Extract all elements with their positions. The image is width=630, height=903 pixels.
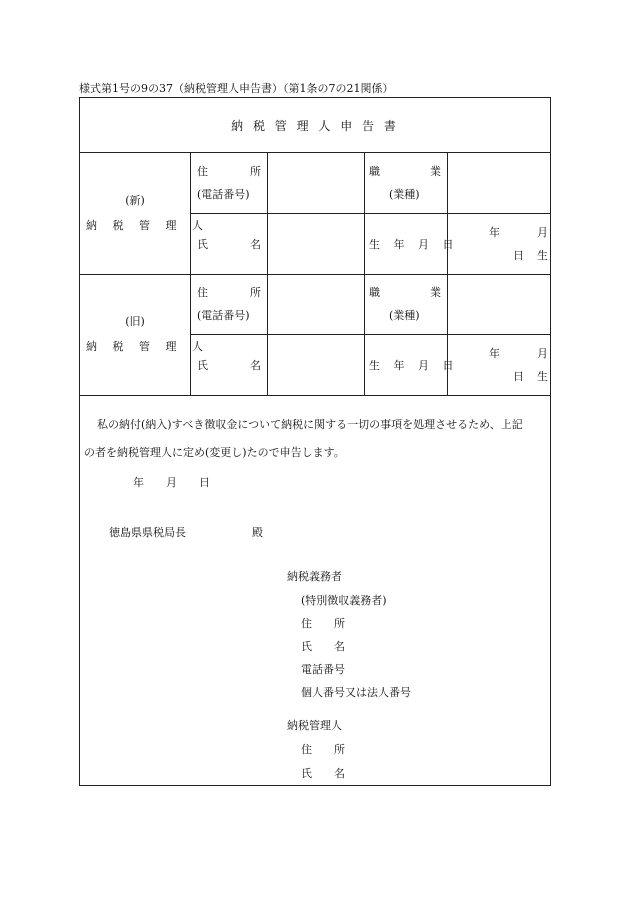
field-column-divider-2: [364, 152, 365, 395]
taxpayer-name-label: 氏 名: [301, 640, 345, 653]
old-occupation-input[interactable]: [448, 276, 548, 333]
new-year-mark: 年: [489, 226, 500, 239]
new-birthdate-label: 生 年 月 日: [369, 238, 459, 251]
old-phone-label: (電話番号): [197, 309, 250, 322]
form-title: 納 税 管 理 人 申 告 書: [231, 119, 399, 133]
old-birthdate-label: 生 年 月 日: [369, 359, 459, 372]
body-divider: [80, 395, 550, 396]
new-month-mark: 月: [537, 226, 548, 239]
declaration-text-line-1: 私の納付(納入)すべき徴収金について納税に関する一切の事項を処理させるため、上記: [97, 419, 523, 430]
old-name-label: 氏 名: [197, 359, 261, 372]
taxpayer-address-label: 住 所: [301, 617, 345, 630]
old-occupation-label: 職 業: [369, 286, 441, 299]
administrator-address-label: 住 所: [301, 743, 345, 756]
old-business-type-label: (業種): [389, 309, 420, 322]
new-day-mark: 日: [513, 249, 524, 262]
old-marker: (旧): [125, 315, 145, 328]
new-occupation-input[interactable]: [448, 154, 548, 212]
old-address-input[interactable]: [268, 276, 363, 333]
declaration-date: 年 月 日: [133, 476, 210, 489]
old-year-mark: 年: [489, 347, 500, 360]
new-phone-label: (電話番号): [197, 188, 250, 201]
taxpayer-subheading: (特別徴収義務者): [301, 594, 387, 607]
old-name-input[interactable]: [268, 336, 363, 394]
new-marker: (新): [125, 194, 145, 207]
taxpayer-id-label: 個人番号又は法人番号: [301, 686, 411, 699]
old-section-label: 納 税 管 理 人: [86, 340, 209, 353]
section-divider: [80, 274, 550, 275]
old-day-mark: 日: [513, 370, 524, 383]
new-address-label: 住 所: [197, 165, 261, 178]
administrator-heading: 納税管理人: [287, 719, 342, 732]
new-business-type-label: (業種): [389, 188, 420, 201]
old-row-divider: [190, 334, 550, 335]
new-name-input[interactable]: [268, 215, 363, 273]
administrator-name-label: 氏 名: [301, 767, 345, 780]
taxpayer-heading: 納税義務者: [287, 570, 342, 583]
new-name-label: 氏 名: [197, 238, 261, 251]
honorific: 殿: [252, 526, 263, 539]
declaration-text-line-2: の者を納税管理人に定め(変更し)たので申告します。: [84, 446, 345, 459]
label-column-divider: [190, 152, 191, 395]
form-caption: 様式第1号の9の37（納税管理人申告書）（第1条の7の21関係）: [79, 82, 394, 95]
new-section-label: 納 税 管 理 人: [86, 219, 209, 232]
new-address-input[interactable]: [268, 154, 363, 212]
old-month-mark: 月: [537, 347, 548, 360]
new-row-divider: [190, 213, 550, 214]
new-occupation-label: 職 業: [369, 165, 441, 178]
new-birth-mark: 生: [537, 249, 548, 262]
declaration-form: [79, 97, 551, 786]
title-divider: [80, 152, 550, 153]
taxpayer-phone-label: 電話番号: [301, 663, 345, 676]
old-birth-mark: 生: [537, 370, 548, 383]
addressee: 徳島県県税局長: [109, 526, 186, 539]
old-address-label: 住 所: [197, 286, 261, 299]
